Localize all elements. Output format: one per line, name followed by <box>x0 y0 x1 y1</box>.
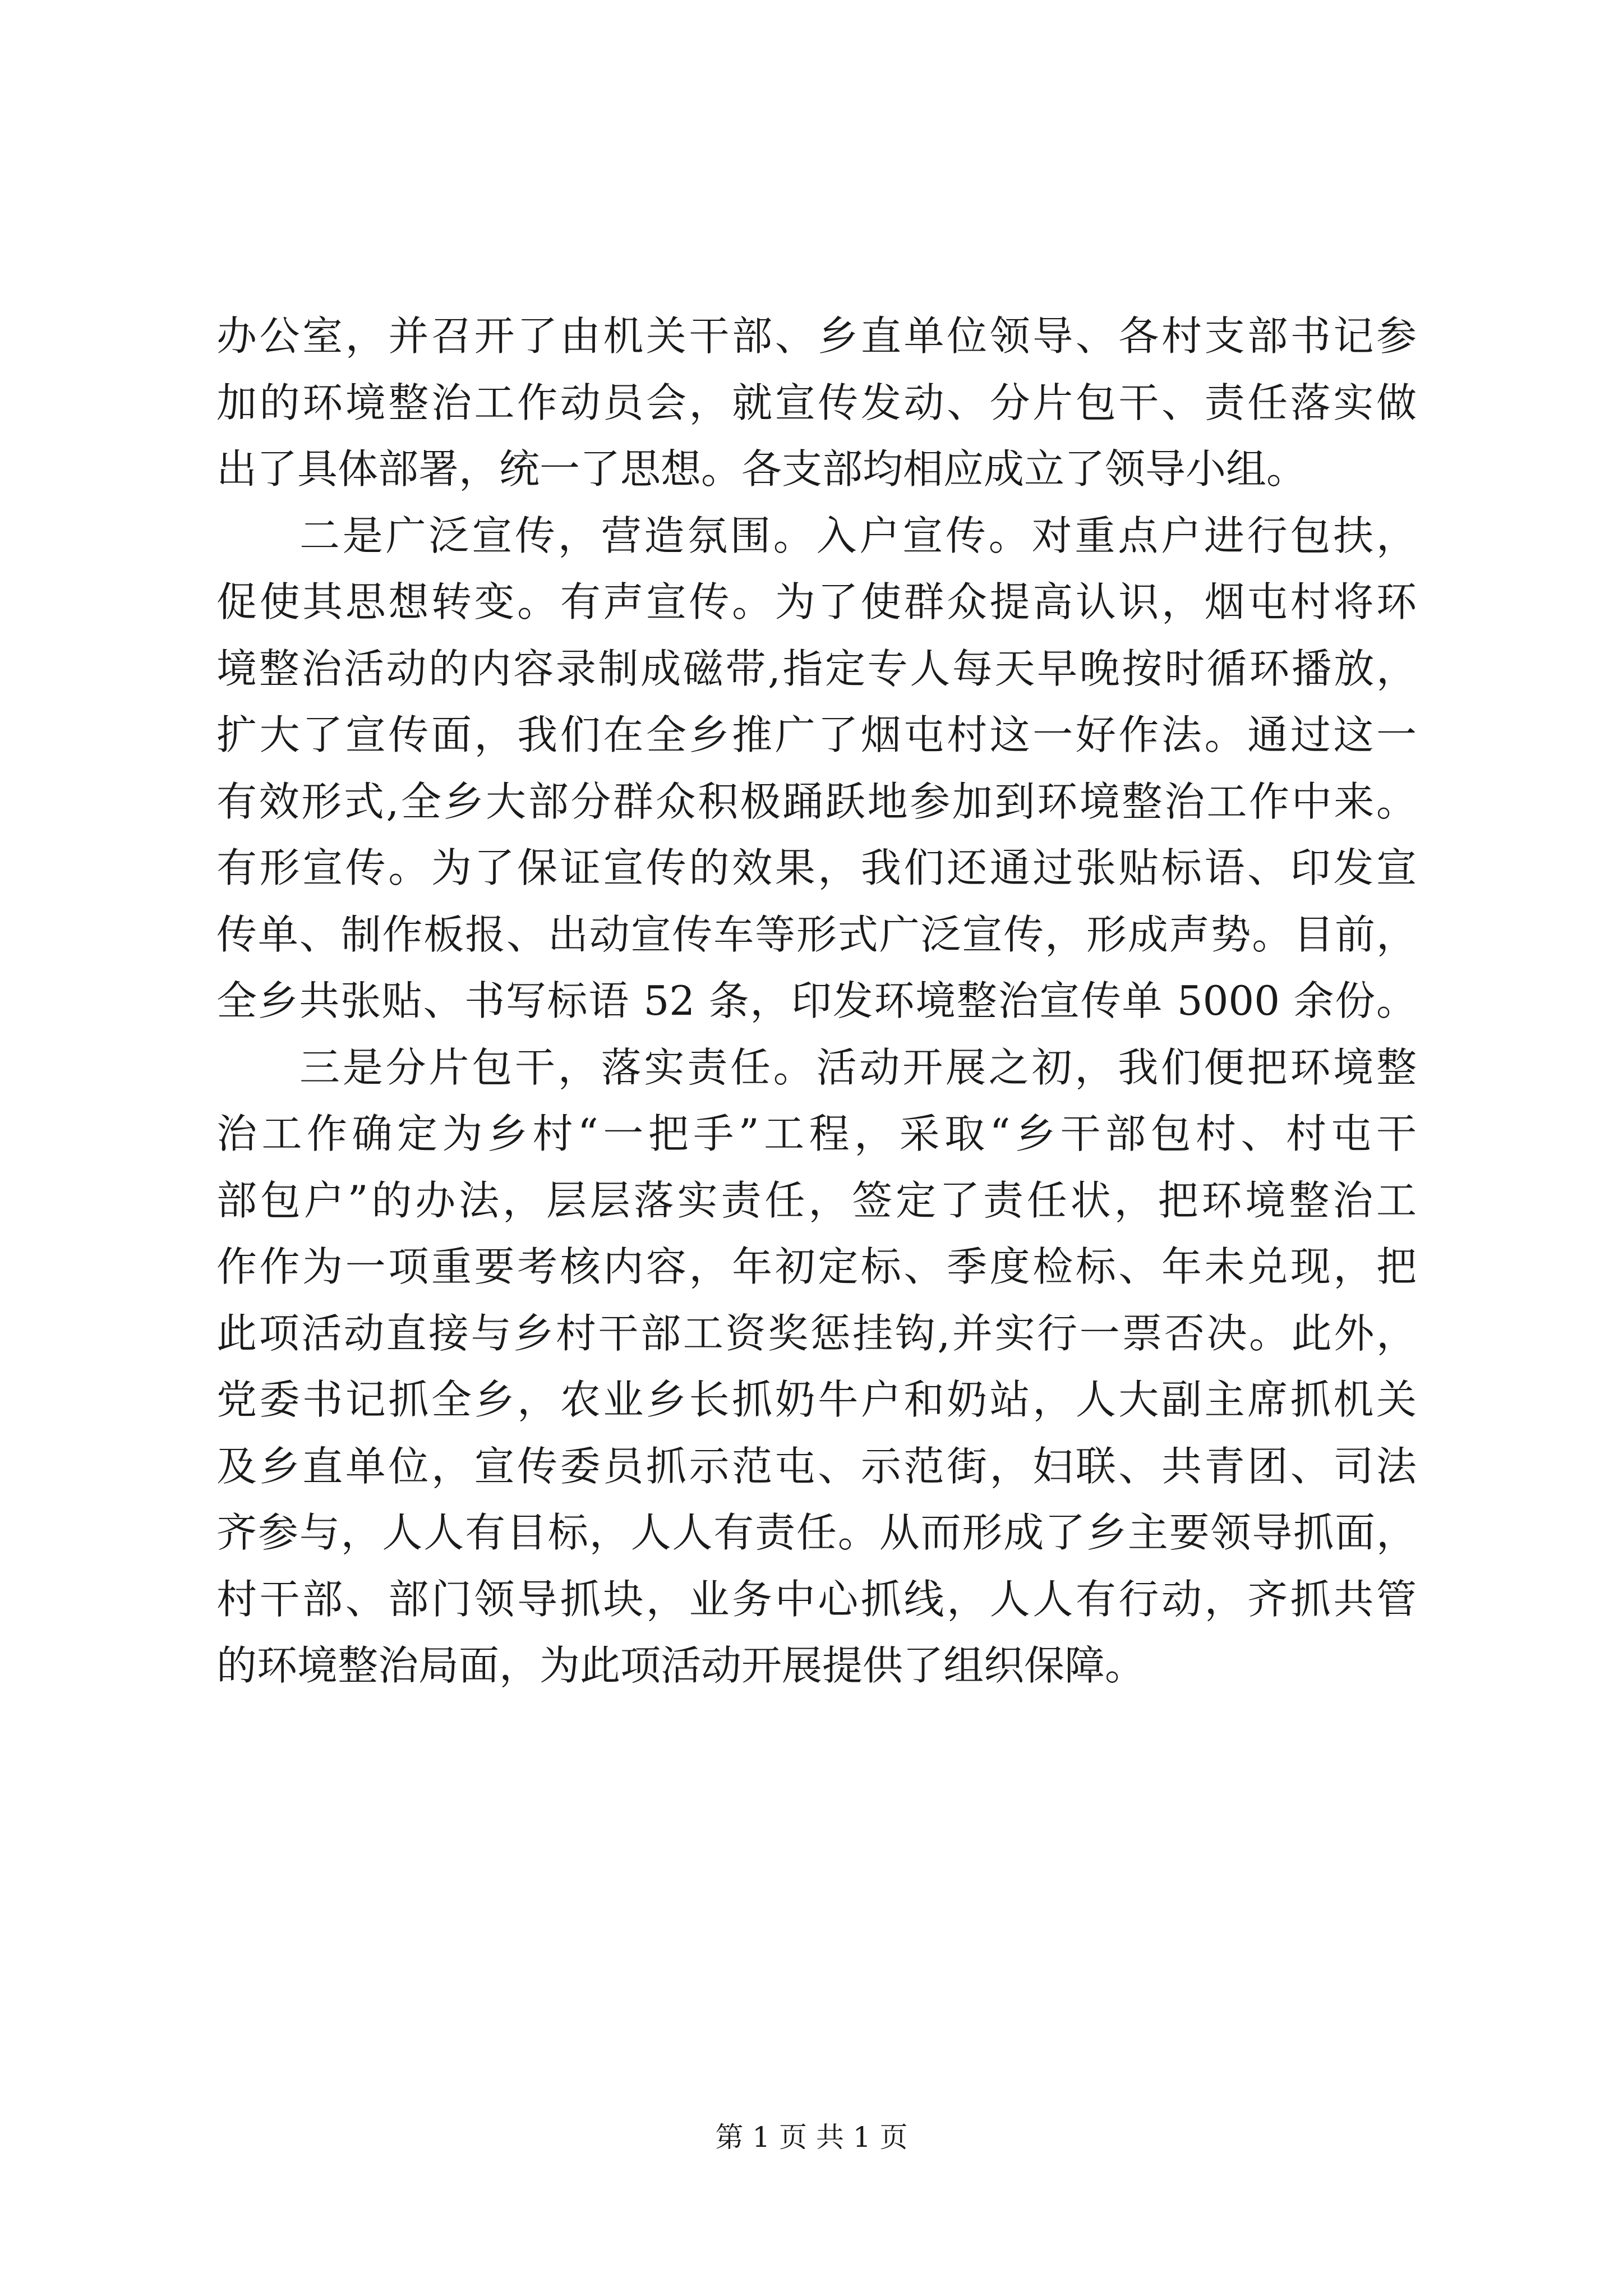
text-line: 促使其思想转变。有声宣传。为了使群众提高认识，烟屯村将环 <box>216 578 1417 625</box>
text-line: 的环境整治局面，为此项活动开展提供了组织保障。 <box>216 1642 1146 1689</box>
text-line: 二是广泛宣传，营造氛围。入户宣传。对重点户进行包扶， <box>299 512 1417 559</box>
text-line: 传单、制作板报、出动宣传车等形式广泛宣传，形成声势。目前， <box>216 910 1417 958</box>
text-line: 及乡直单位，宣传委员抓示范屯、示范街，妇联、共青团、司法 <box>216 1442 1417 1490</box>
text-line: 三是分片包干，落实责任。活动开展之初，我们便把环境整 <box>299 1043 1417 1091</box>
paragraph-2 <box>216 503 1417 1034</box>
text-line: 有效形式,全乡大部分群众积极踊跃地参加到环境整治工作中来。 <box>216 777 1417 825</box>
paragraph-1 <box>216 303 1417 503</box>
text-line: 全乡共张贴、书写标语 52 条，印发环境整治宣传单 5000 余份。 <box>216 977 1417 1024</box>
text-line: 办公室，并召开了由机关干部、乡直单位领导、各村支部书记参 <box>216 312 1417 360</box>
page-number-footer: 第 1 页 共 1 页 <box>715 2121 908 2154</box>
text-line: 加的环境整治工作动员会，就宣传发动、分片包干、责任落实做 <box>216 379 1417 426</box>
text-line: 有形宣传。为了保证宣传的效果，我们还通过张贴标语、印发宣 <box>216 844 1417 891</box>
paragraph-3 <box>216 1034 1417 1699</box>
text-line: 齐参与，人人有目标，人人有责任。从而形成了乡主要领导抓面， <box>216 1509 1417 1556</box>
text-line: 治工作确定为乡村“一把手”工程，采取“乡干部包村、村屯干 <box>216 1110 1417 1157</box>
text-line: 出了具体部署，统一了思想。各支部均相应成立了领导小组。 <box>216 445 1307 493</box>
document-body <box>216 303 1417 1699</box>
text-line: 此项活动直接与乡村干部工资奖惩挂钩,并实行一票否决。此外， <box>216 1309 1417 1357</box>
text-line: 境整治活动的内容录制成磁带,指定专人每天早晚按时循环播放， <box>216 645 1417 692</box>
text-line: 村干部、部门领导抓块，业务中心抓线，人人有行动，齐抓共管 <box>216 1575 1417 1623</box>
text-line: 作作为一项重要考核内容，年初定标、季度检标、年未兑现，把 <box>216 1243 1417 1290</box>
text-line: 部包户”的办法，层层落实责任，签定了责任状，把环境整治工 <box>216 1176 1417 1224</box>
text-line: 党委书记抓全乡，农业乡长抓奶牛户和奶站，人大副主席抓机关 <box>216 1376 1417 1423</box>
text-line: 扩大了宣传面，我们在全乡推广了烟屯村这一好作法。通过这一 <box>216 711 1417 758</box>
